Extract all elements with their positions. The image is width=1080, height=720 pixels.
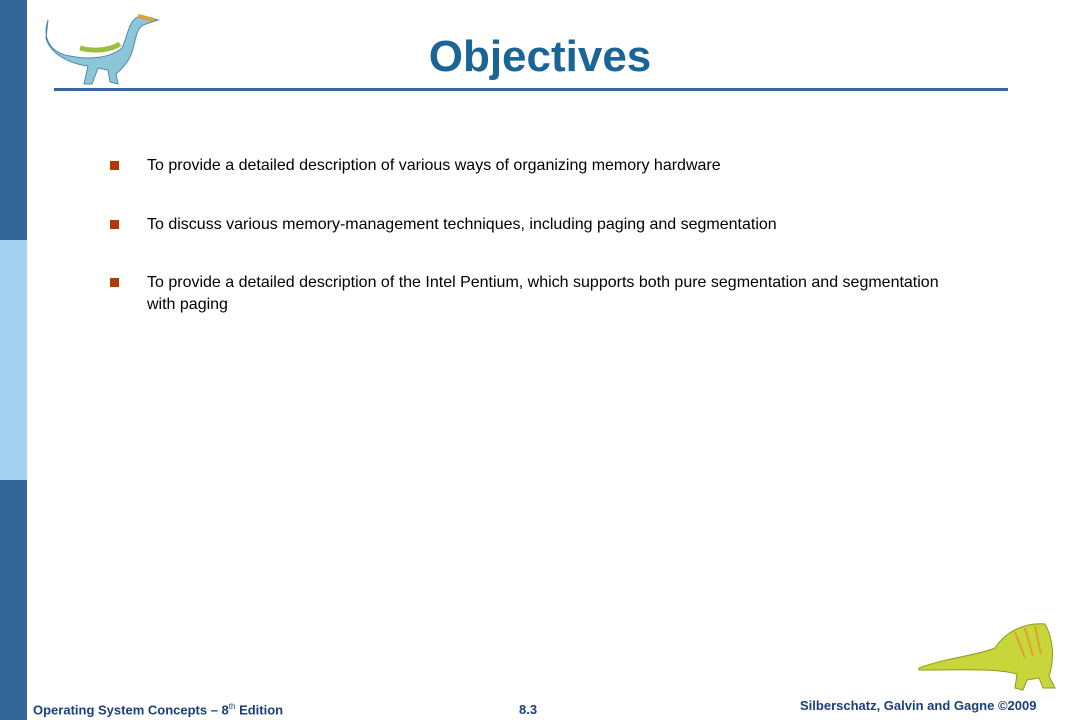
dinosaur-footer-icon — [915, 618, 1060, 693]
sidebar-band-middle — [0, 240, 27, 480]
footer-authors: Silberschatz, Galvin and Gagne ©2009 — [800, 698, 1037, 713]
square-bullet-icon — [110, 161, 119, 170]
bullet-text: To discuss various memory-management techniques, including paging and segmentation — [147, 216, 777, 233]
bullet-text: To provide a detailed description of various ways of organizing memory hardware — [147, 157, 721, 174]
title-divider — [54, 88, 1008, 91]
slide-title: Objectives — [428, 32, 652, 81]
bullet-text: To provide a detailed description of the Intel Pentium, which supports both pure segmentation and segmentation with paging — [147, 274, 939, 313]
footer-page-number: 8.3 — [519, 702, 538, 717]
square-bullet-icon — [110, 220, 119, 229]
footer-book-title: Operating System Concepts – 8th Edition — [33, 702, 284, 718]
sidebar-band-bottom — [0, 480, 27, 720]
square-bullet-icon — [110, 278, 119, 287]
